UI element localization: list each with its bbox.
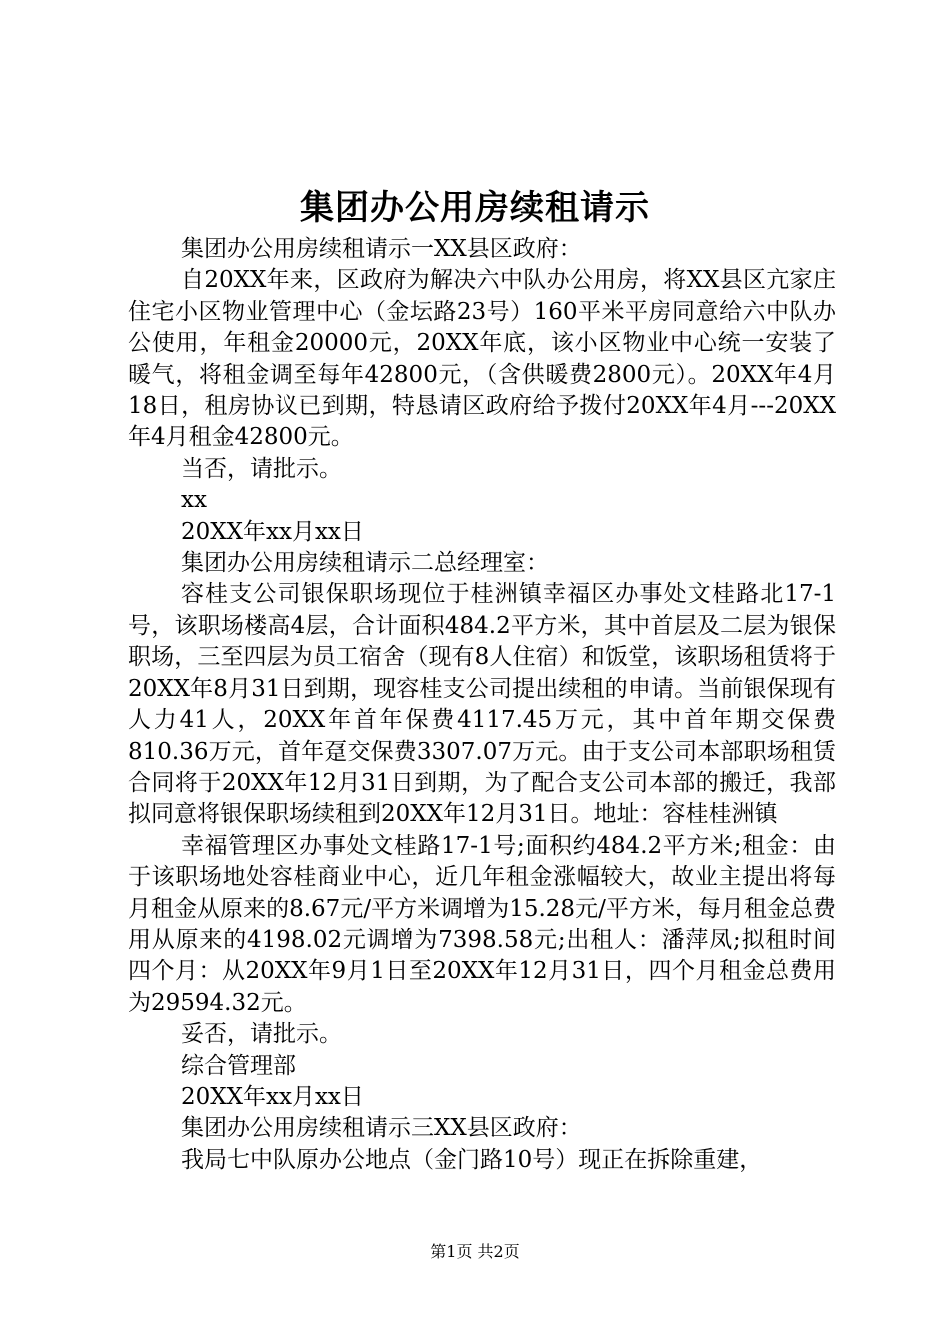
paragraph-request-3: 我局七中队原办公地点（金门路10号）现正在拆除重建， xyxy=(181,1146,763,1173)
paragraph-details-2: 幸福管理区办事处文桂路17-1号;面积约484.2平方米;租金：由于该职场地处容桂商业中心，近几年租金涨幅较大，故业主提出将每月租金从原来的8.67元/平方米调增为15.28元/平方米，每月租金总费用从原来的4198.02元调增为7398.58元;出租人：潘萍凤;拟租时间四个月：从20XX年9月1日至20XX年12月31日，四个月租金总费用为29594.32元。 xyxy=(128,832,836,1016)
paragraph-date-1: 20XX年xx月xx日 xyxy=(181,518,364,545)
page-footer: 第1页 共2页 xyxy=(430,1242,520,1261)
paragraph-date-2: 20XX年xx月xx日 xyxy=(181,1083,364,1110)
paragraph-heading-3: 集团办公用房续租请示三XX县区政府： xyxy=(181,1115,582,1142)
document-title: 集团办公用房续租请示 xyxy=(300,188,650,228)
paragraph-approval-2: 妥否，请批示。 xyxy=(181,1021,342,1048)
paragraph-heading-1: 集团办公用房续租请示一XX县区政府： xyxy=(181,236,582,262)
paragraph-request-2: 容桂支公司银保职场现位于桂洲镇幸福区办事处文桂路北17-1号，该职场楼高4层，合计面积484.2平方米，其中首层及二层为银保职场，三至四层为员工宿舍（现有8人住宿）和饭堂，该职场租赁将于20XX年8月31日到期，现容桂支公司提出续租的申请。当前银保现有人力41人，20XX年首年保费4117.45万元，其中首年期交保费810.36万元，首年趸交保费3307.07万元。由于支公司本部职场租赁合同将于20XX年12月31日到期，为了配合支公司本部的搬迁，我部拟同意将银保职场续租到20XX年12月31日。地址：容桂桂洲镇 xyxy=(128,581,836,828)
paragraph-signature-1: xx xyxy=(181,487,207,514)
document-body xyxy=(128,234,836,1176)
paragraph-approval-1: 当否，请批示。 xyxy=(181,455,342,482)
paragraph-heading-2: 集团办公用房续租请示二总经理室： xyxy=(181,550,549,577)
paragraph-signature-2: 综合管理部 xyxy=(181,1052,296,1079)
paragraph-request-1: 自20XX年来，区政府为解决六中队办公用房，将XX县区亢家庄住宅小区物业管理中心（金坛路23号）160平米平房同意给六中队办公使用，年租金20000元，20XX年底，该小区物业中心统一安装了暖气，将租金调至每年42800元，（含供暖费2800元）。20XX年4月18日，租房协议已到期，特恳请区政府给予拨付20XX年4月---20XX年4月租金42800元。 xyxy=(128,267,836,451)
